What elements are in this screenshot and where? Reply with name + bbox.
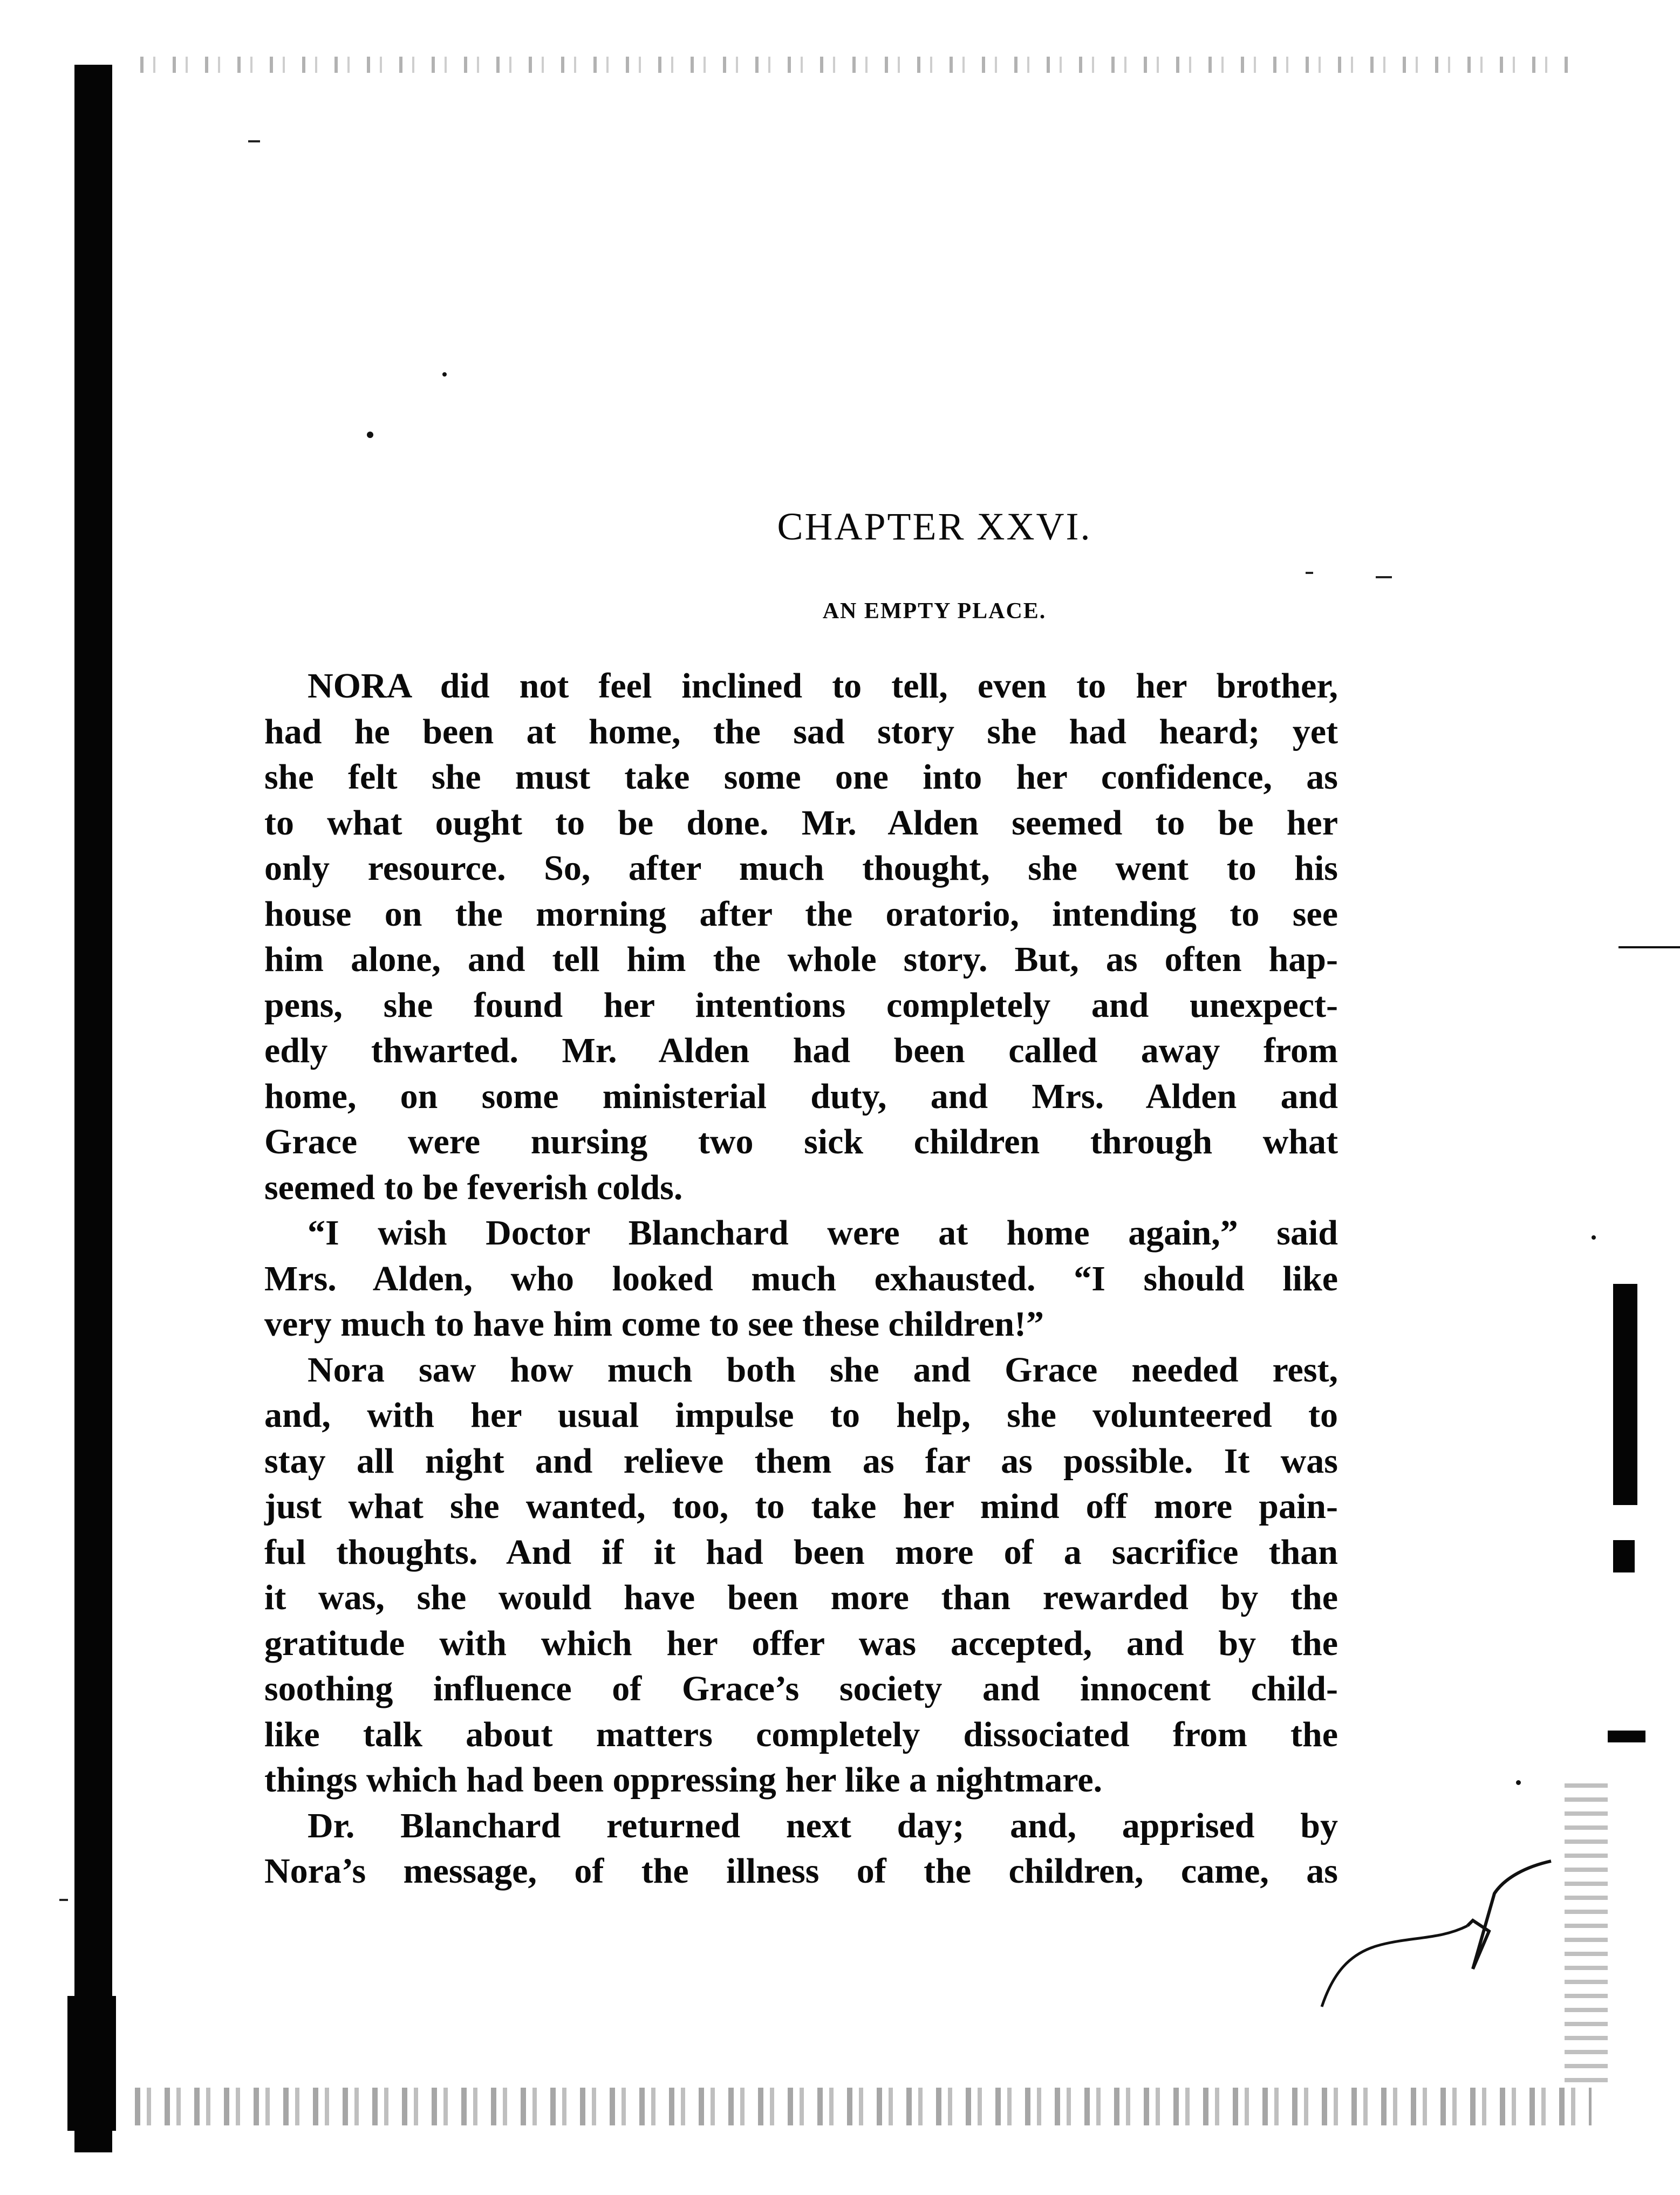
scan-noise-bottom xyxy=(135,2088,1592,2125)
text-line: gratitude with which her offer was accepted, and by the xyxy=(264,1623,1338,1663)
scan-speck xyxy=(1516,1780,1521,1785)
text-line: pens, she found her intentions completely and unexpect- xyxy=(264,985,1338,1025)
scan-dash xyxy=(1306,572,1313,574)
scan-speck xyxy=(367,432,373,438)
scan-shadow-left-corner xyxy=(67,1996,116,2131)
text-line: just what she wanted, too, to take her mind off more pain- xyxy=(264,1487,1338,1526)
scan-noise-top xyxy=(140,57,1570,73)
text-line: things which had been oppressing her like a nightmare. xyxy=(264,1760,1103,1800)
text-line: house on the morning after the oratorio, intending to see xyxy=(264,894,1338,934)
scan-dash xyxy=(1376,576,1392,578)
text-line: NORA did not feel inclined to tell, even to her brother, xyxy=(308,666,1338,706)
scan-mark-right-1 xyxy=(1613,1284,1637,1505)
scan-shadow-left-edge xyxy=(74,65,112,2152)
scan-dash xyxy=(59,1899,68,1901)
text-line: Nora’s message, of the illness of the children, came, as xyxy=(264,1851,1338,1891)
text-line: very much to have him come to see these children!” xyxy=(264,1304,1044,1344)
handwritten-mark xyxy=(1311,1845,1565,2018)
text-line: “I wish Doctor Blanchard were at home again,” said xyxy=(308,1213,1338,1253)
chapter-title: CHAPTER XXVI. xyxy=(777,505,1092,548)
scan-speck xyxy=(442,372,447,377)
scan-rule-right xyxy=(1618,946,1680,948)
scan-noise-right xyxy=(1565,1780,1608,2082)
text-line: Nora saw how much both she and Grace needed rest, xyxy=(308,1350,1338,1390)
scan-speck xyxy=(1592,1235,1596,1240)
body-text xyxy=(264,664,1338,1895)
text-line: and, with her usual impulse to help, she volunteered to xyxy=(264,1396,1338,1435)
text-line: had he been at home, the sad story she had heard; yet xyxy=(264,712,1338,751)
scan-mark-right-2 xyxy=(1613,1540,1635,1572)
text-line: to what ought to be done. Mr. Alden seemed to be her xyxy=(264,803,1338,843)
text-line: it was, she would have been more than rewarded by the xyxy=(264,1578,1338,1617)
text-line: ful thoughts. And if it had been more of a sacrifice than xyxy=(264,1532,1338,1572)
text-line: home, on some ministerial duty, and Mrs. Alden and xyxy=(264,1076,1338,1116)
chapter-subtitle: AN EMPTY PLACE. xyxy=(822,599,1047,624)
text-line: him alone, and tell him the whole story. But, as often hap- xyxy=(264,940,1338,979)
text-line: only resource. So, after much thought, she went to his xyxy=(264,849,1338,888)
text-line: Dr. Blanchard returned next day; and, apprised by xyxy=(308,1806,1338,1845)
text-line: Mrs. Alden, who looked much exhausted. “I should like xyxy=(264,1259,1338,1298)
text-line: edly thwarted. Mr. Alden had been called away from xyxy=(264,1031,1338,1070)
text-line: stay all night and relieve them as far as possible. It was xyxy=(264,1441,1338,1481)
text-line: seemed to be feverish colds. xyxy=(264,1167,683,1207)
text-line: like talk about matters completely dissociated from the xyxy=(264,1714,1338,1754)
text-line: soothing influence of Grace’s society and innocent child- xyxy=(264,1669,1338,1708)
scan-mark-right-3 xyxy=(1608,1731,1645,1742)
text-line: Grace were nursing two sick children through what xyxy=(264,1122,1338,1161)
scan-dash xyxy=(248,140,260,142)
text-line: she felt she must take some one into her confidence, as xyxy=(264,757,1338,797)
